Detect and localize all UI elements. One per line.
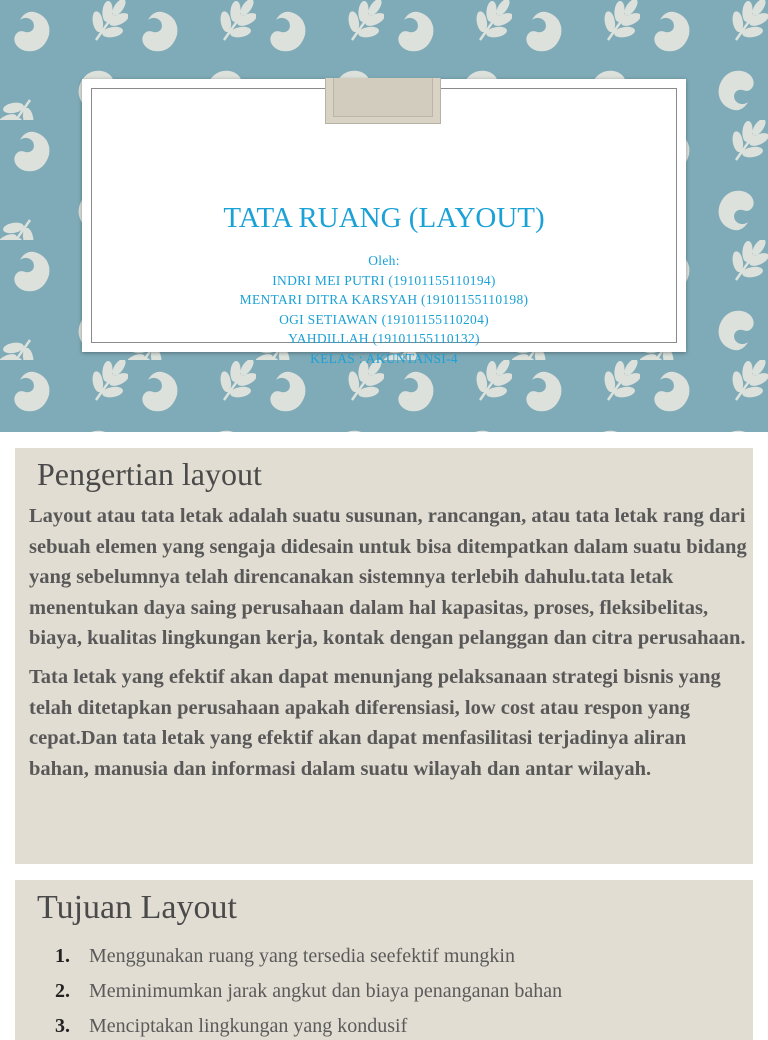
list-number: 3. <box>55 1015 70 1037</box>
definition-slide <box>15 448 753 864</box>
slide-title: TATA RUANG (LAYOUT) <box>223 202 545 234</box>
title-card-tab <box>325 78 441 124</box>
author-line: INDRI MEI PUTRI (19101155110194) <box>272 272 496 288</box>
list-item <box>55 979 562 1014</box>
author-line: YAHDILLAH (19101155110132) <box>288 331 480 346</box>
definition-heading: Pengertian layout <box>37 456 262 492</box>
objectives-heading: Tujuan Layout <box>37 889 237 926</box>
objectives-slide <box>15 880 753 1040</box>
definition-paragraph: Layout atau tata letak adalah suatu susunan, rancangan, atau tata letak rang dari sebuah elemen yang sengaja didesain untuk bisa ditempatkan dalam suatu bidang yang sebelumnya telah direncanakan sistemnya terlebih dahulu.tata letak menentukan daya saing perusahaan dalam hal kapasitas, proses, fleksibelitas, biaya, kualitas lingkungan kerja, kontak dengan pelanggan dan citra perusahaan. <box>29 505 747 650</box>
objectives-list <box>55 944 562 1040</box>
list-text: Menciptakan lingkungan yang kondusif <box>89 1015 408 1037</box>
title-slide <box>0 0 768 432</box>
list-number: 2. <box>55 980 70 1002</box>
author-line-oleh: Oleh: <box>368 253 400 268</box>
list-item <box>55 1014 562 1040</box>
list-text: Menggunakan ruang yang tersedia seefektif mungkin <box>89 945 515 967</box>
author-list <box>82 251 686 368</box>
definition-paragraph: Tata letak yang efektif akan dapat menunjang pelaksanaan strategi bisnis yang telah ditetapkan perusahaan apakah diferensiasi, low cost atau respon yang cepat.Dan tata letak yang efektif akan dapat menfasilitasi terjadinya aliran bahan, manusia dan informasi dalam suatu wilayah dan antar wilayah. <box>29 665 721 780</box>
list-number: 1. <box>55 945 70 967</box>
definition-body <box>29 501 747 792</box>
author-line: MENTARI DITRA KARSYAH (19101155110198) <box>239 292 529 307</box>
title-card <box>82 79 686 366</box>
author-line: OGI SETIAWAN (19101155110204) <box>279 311 489 327</box>
class-line: KELAS : AKUNTANSI-4 <box>310 350 458 366</box>
list-item <box>55 944 562 979</box>
list-text: Meminimumkan jarak angkut dan biaya penanganan bahan <box>89 980 563 1002</box>
